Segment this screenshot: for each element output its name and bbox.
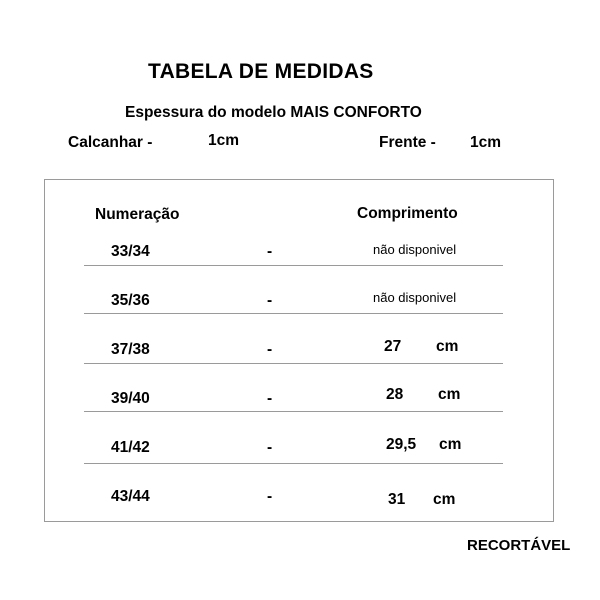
row-length-35-36: não disponivel xyxy=(373,290,457,305)
row-length-37-38: 27 xyxy=(384,338,402,355)
row-length-41-42: 29,5 xyxy=(386,436,417,453)
row-size-41-42: 41/42 xyxy=(111,439,150,456)
row-length-43-44: 31 xyxy=(388,491,406,508)
row-length-33-34: não disponivel xyxy=(373,242,457,257)
row-size-37-38: 37/38 xyxy=(111,341,150,358)
row-separator: - xyxy=(267,488,273,505)
row-separator: - xyxy=(267,439,273,456)
size-column-header: Numeração xyxy=(95,206,180,223)
row-length-unit: cm xyxy=(436,338,459,355)
row-length-unit: cm xyxy=(439,436,462,453)
row-divider xyxy=(84,363,503,364)
front-thickness-value: 1cm xyxy=(470,134,502,151)
row-divider xyxy=(84,411,503,412)
page-subtitle: Espessura do modelo MAIS CONFORTO xyxy=(125,104,422,121)
row-size-35-36: 35/36 xyxy=(111,292,150,309)
length-column-header: Comprimento xyxy=(357,205,458,222)
row-length-39-40: 28 xyxy=(386,386,404,403)
row-separator: - xyxy=(267,390,273,407)
page-title: TABELA DE MEDIDAS xyxy=(148,60,374,83)
heel-thickness-label: Calcanhar - xyxy=(68,134,153,151)
row-size-43-44: 43/44 xyxy=(111,488,150,505)
row-separator: - xyxy=(267,243,273,260)
row-size-33-34: 33/34 xyxy=(111,243,150,260)
row-divider xyxy=(84,265,503,266)
row-separator: - xyxy=(267,292,273,309)
row-divider xyxy=(84,313,503,314)
front-thickness-label: Frente - xyxy=(379,134,436,151)
row-size-39-40: 39/40 xyxy=(111,390,150,407)
row-separator: - xyxy=(267,341,273,358)
row-divider xyxy=(84,463,503,464)
heel-thickness-value: 1cm xyxy=(208,132,240,149)
row-length-unit: cm xyxy=(433,491,456,508)
row-length-unit: cm xyxy=(438,386,461,403)
cuttable-note: RECORTÁVEL xyxy=(467,537,571,554)
